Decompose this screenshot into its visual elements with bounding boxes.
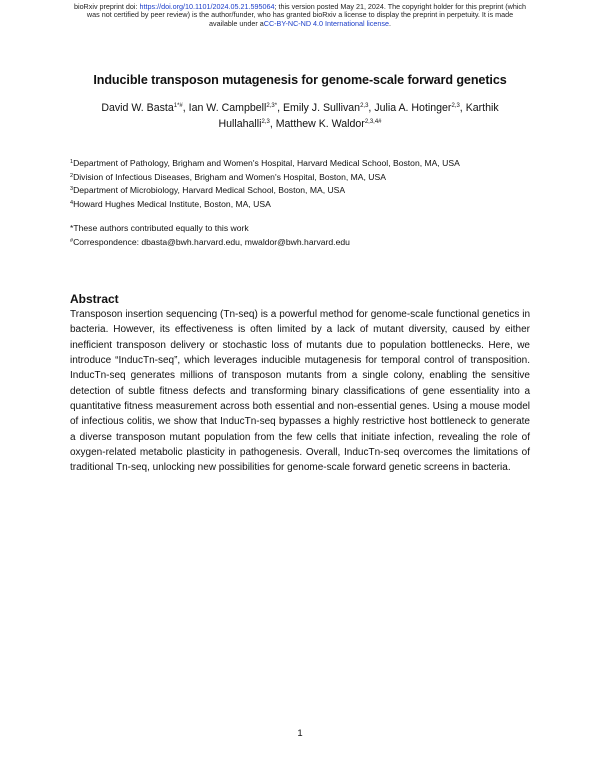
banner-license-suffix: . xyxy=(388,18,391,28)
author-name: Emily J. Sullivan xyxy=(282,102,361,114)
author-name: Matthew K. Waldor xyxy=(275,117,365,130)
note-marker: # xyxy=(70,237,74,244)
author-affiliation-marker: 1*# xyxy=(173,103,183,109)
author-list: David W. Basta$^{1*\#}$, Ian W. Campbell$^{2,3*}$, Emily J. Sullivan$^{2,3}$, Julia A. Hotinger$^{2,3}$, Karthik Hullahalli$^{2,3}$, Matthew K. Waldor$^{2,3,4\#}$ xyxy=(101,102,499,130)
license-link[interactable]: CC-BY-NC-ND 4.0 International license xyxy=(263,18,389,28)
doi-link[interactable]: https://doi.org/10.1101/2024.05.21.595064 xyxy=(139,2,275,11)
banner-line-2: was not certified by peer review) is the author/funder, who has granted bioRxiv a license to display the preprint in perpetuity. It is made xyxy=(86,10,514,20)
note-text: *These authors contributed equally to this work xyxy=(70,223,249,233)
author-affiliation-marker: 2,3,4# xyxy=(364,118,382,125)
affiliation-text: Department of Pathology, Brigham and Women's Hospital, Harvard Medical School, Boston, MA, USA xyxy=(73,158,460,168)
affiliation-text: Howard Hughes Medical Institute, Boston, MA, USA xyxy=(73,198,271,209)
abstract-body: Transposon insertion sequencing (Tn-seq) is a powerful method for genome-scale functional genetics in bacteria. However, its effectiveness is often limited by a lack of mutant diversity, caused by either inefficient transposon delivery or stochastic loss of mutants due to population bottlenecks. Here, we introduce “InducTn-seq”, which leverages inducible mutagenesis for temporal control of transposition. InducTn-seq generates millions of transposon mutants from a single colony, enabling the sensitive detection of subtle fitness defects and transforming binary classifications of gene essentiality into a quantitative fitness measurement across both essential and non-essential genes. Using a mouse model of infectious colitis, we show that InducTn-seq bypasses a highly restrictive host bottleneck to generate a diverse transposon mutant population from the few cells that initiate infection, revealing the role of oxygen-related metabolic plasticity in pathogenesis. Overall, InducTn-seq overcomes the limitations of traditional Tn-seq, unlocking new possibilities for genome-scale forward genetic screens in bacteria. xyxy=(70,309,530,474)
note-item xyxy=(70,222,540,236)
affiliation-item xyxy=(70,157,540,171)
author-affiliation-marker: 2,3 xyxy=(261,118,270,125)
affiliation-marker: 1 xyxy=(70,159,74,165)
affiliation-marker: 4 xyxy=(70,199,74,206)
banner-line-3 xyxy=(20,20,580,28)
banner-copyright: ; this version posted May 21, 2024. The copyright holder for this preprint (which xyxy=(274,2,527,11)
note-text: Correspondence: dbasta@bwh.harvard.edu, mwaldor@bwh.harvard.edu xyxy=(73,236,350,247)
affiliation-marker: 3 xyxy=(70,186,74,193)
affiliation-item xyxy=(70,184,540,198)
banner-license-prefix: available under a xyxy=(209,18,264,28)
author-notes xyxy=(70,222,540,249)
affiliation-text: Division of Infectious Diseases, Brigham and Women's Hospital, Boston, MA, USA xyxy=(73,171,386,182)
author-name: Ian W. Campbell xyxy=(188,102,267,114)
affiliation-marker: 2 xyxy=(70,172,74,179)
abstract-heading: Abstract xyxy=(70,292,119,306)
affiliation-item xyxy=(70,171,540,185)
author-name: Julia A. Hotinger xyxy=(374,102,452,114)
author-affiliation-marker: 2,3* xyxy=(266,103,278,109)
author-name: David W. Basta xyxy=(101,102,174,114)
paper-title: Inducible transposon mutagenesis for genome-scale forward genetics xyxy=(93,73,507,87)
page-number: 1 xyxy=(297,728,303,739)
author-affiliation-marker: 2,3 xyxy=(451,103,460,109)
affiliation-list xyxy=(70,157,540,211)
affiliation-item xyxy=(70,198,540,212)
author-affiliation-marker: 2,3 xyxy=(360,103,369,109)
author-name: Karthik Hullahalli xyxy=(218,102,499,130)
banner-prefix: bioRxiv preprint doi: xyxy=(73,2,140,11)
preprint-banner xyxy=(20,3,580,28)
note-item xyxy=(70,236,540,250)
affiliation-text: Department of Microbiology, Harvard Medical School, Boston, MA, USA xyxy=(73,185,346,196)
